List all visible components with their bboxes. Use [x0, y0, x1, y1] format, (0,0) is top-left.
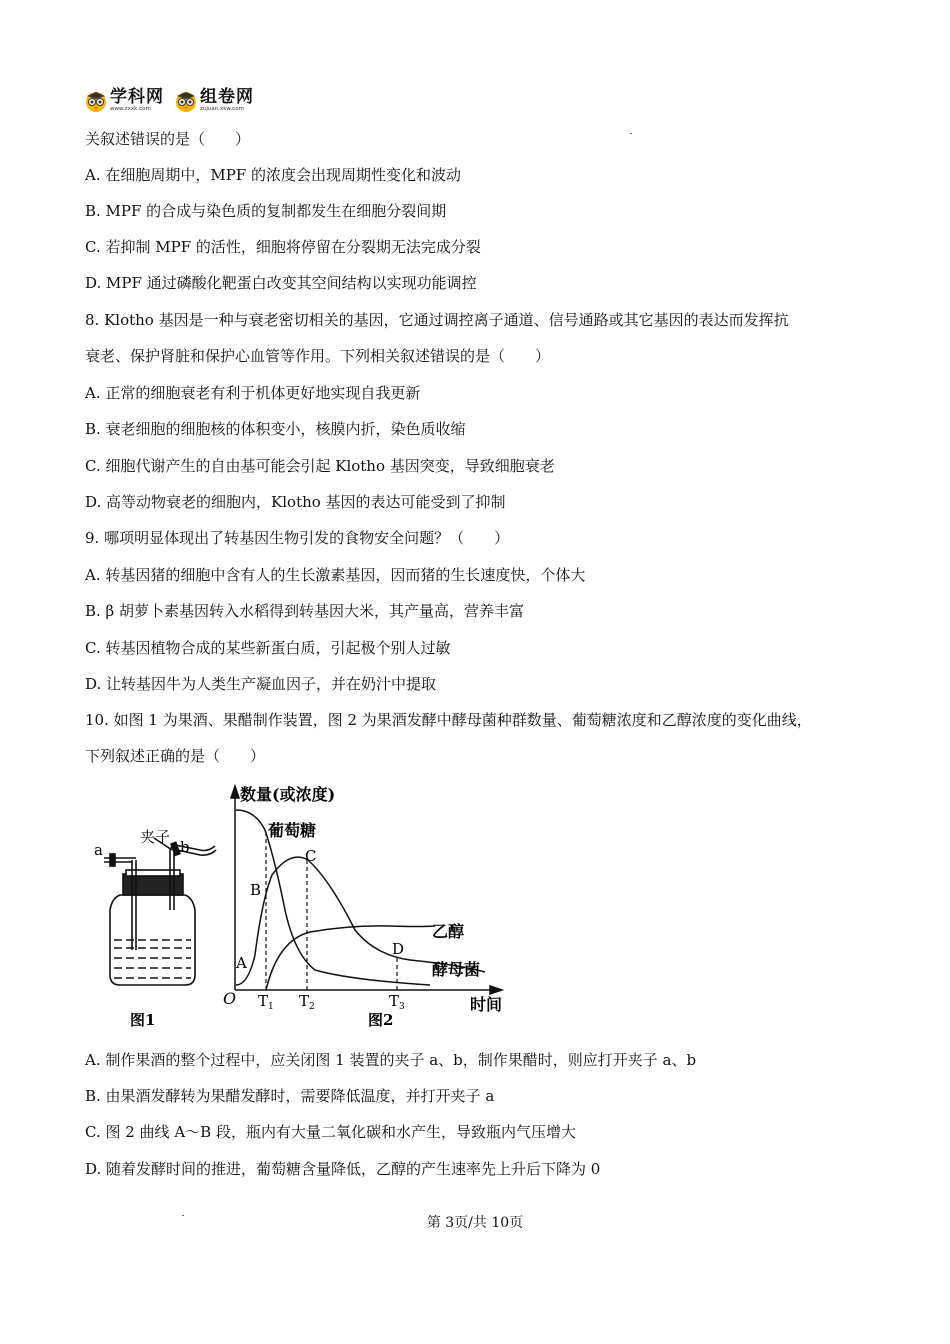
- question-10-stem: 10. 如图 1 为果酒、果醋制作装置，图 2 为果酒发酵中酵母菌种群数量、葡萄糖浓度和乙醇浓度的变化曲线，: [85, 711, 812, 729]
- owl-icon: [84, 89, 108, 113]
- question-10-figures: [90, 780, 510, 1030]
- text-line: B. 衰老细胞的细胞核的体积变小，核膜内折，染色质收缩: [85, 420, 466, 438]
- header-logos: [84, 86, 254, 116]
- text-line: D. MPF 通过磷酸化靶蛋白改变其空间结构以实现功能调控: [85, 274, 477, 292]
- yeast-label: 酵母菌: [432, 960, 481, 979]
- x-axis-label: 时间: [470, 995, 503, 1014]
- logo-url: www.zxxk.com: [110, 106, 151, 113]
- text-line: B. β 胡萝卜素基因转入水稻得到转基因大米，其产量高，营养丰富: [85, 602, 525, 620]
- text-line: 衰老、保护肾脏和保护心血管等作用。下列相关叙述错误的是（ ）: [85, 347, 551, 365]
- text-line: A. 转基因猪的细胞中含有人的生长激素基因，因而猪的生长速度快，个体大: [85, 566, 586, 584]
- page-footer: 第 3页/共 10页: [426, 1215, 524, 1231]
- text-line: D. 高等动物衰老的细胞内，Klotho 基因的表达可能受到了抑制: [85, 493, 506, 511]
- text-line: 关叙述错误的是（ ）: [85, 130, 251, 148]
- point-c-label: C: [305, 847, 317, 865]
- question-8-stem: 8. Klotho 基因是一种与衰老密切相关的基因，它通过调控离子通道、信号通路或其它基因的表达而发挥抗: [85, 311, 789, 329]
- figure-2-caption: 图2: [368, 1011, 394, 1029]
- origin-label: O: [223, 989, 237, 1008]
- scan-speck: [630, 133, 632, 134]
- point-b-label: B: [250, 881, 262, 899]
- label-b: b: [180, 838, 190, 856]
- option-d: D. 随着发酵时间的推进，葡萄糖含量降低，乙醇的产生速率先上升后下降为 0: [85, 1160, 601, 1178]
- logo-zujuanwang: [174, 89, 254, 113]
- y-axis-label: 数量(或浓度): [240, 785, 336, 804]
- text-line: C. 若抑制 MPF 的活性，细胞将停留在分裂期无法完成分裂: [85, 238, 481, 256]
- logo-url: zujuan.xkw.com: [200, 106, 244, 113]
- question-9-stem: 9. 哪项明显体现出了转基因生物引发的食物安全问题？（ ）: [85, 529, 510, 547]
- text-line: A. 在细胞周期中，MPF 的浓度会出现周期性变化和波动: [85, 166, 461, 184]
- option-c: C. 图 2 曲线 A～B 段，瓶内有大量二氧化碳和水产生，导致瓶内气压增大: [85, 1123, 576, 1141]
- option-b: B. 由果酒发酵转为果醋发酵时，需要降低温度，并打开夹子 a: [85, 1087, 495, 1105]
- ethanol-curve: [266, 926, 435, 990]
- text-line: D. 让转基因牛为人类生产凝血因子，并在奶汁中提取: [85, 675, 437, 693]
- text-line: C. 转基因植物合成的某些新蛋白质，引起极个别人过敏: [85, 639, 451, 657]
- point-d-label: D: [392, 940, 405, 958]
- text-line: A. 正常的细胞衰老有利于机体更好地实现自我更新: [85, 384, 421, 402]
- text-line: B. MPF 的合成与染色质的复制都发生在细胞分裂间期: [85, 202, 447, 220]
- clamp-label: 夹子: [140, 828, 171, 846]
- figure-1-apparatus: [104, 838, 216, 985]
- text-line: 下列叙述正确的是（ ）: [85, 747, 266, 765]
- logo-xuekewang: [84, 89, 164, 113]
- point-a-label: A: [236, 954, 247, 972]
- text-line: C. 细胞代谢产生的自由基可能会引起 Klotho 基因突变，导致细胞衰老: [85, 457, 555, 475]
- tick-t1: $T_1$: [258, 992, 274, 1012]
- label-a: a: [94, 841, 103, 859]
- logo-text: 学科网: [110, 87, 164, 108]
- logo-text: 组卷网: [200, 87, 254, 108]
- tick-t3: $T_3$: [389, 992, 405, 1012]
- tick-t2: $T_2$: [299, 992, 315, 1012]
- glucose-label: 葡萄糖: [268, 821, 317, 840]
- ethanol-label: 乙醇: [432, 922, 465, 941]
- owl-icon: [174, 89, 198, 113]
- option-a: A. 制作果酒的整个过程中，应关闭图 1 装置的夹子 a、b，制作果醋时，则应打开夹子 a、b: [85, 1051, 697, 1069]
- figure-1-caption: 图1: [130, 1011, 156, 1029]
